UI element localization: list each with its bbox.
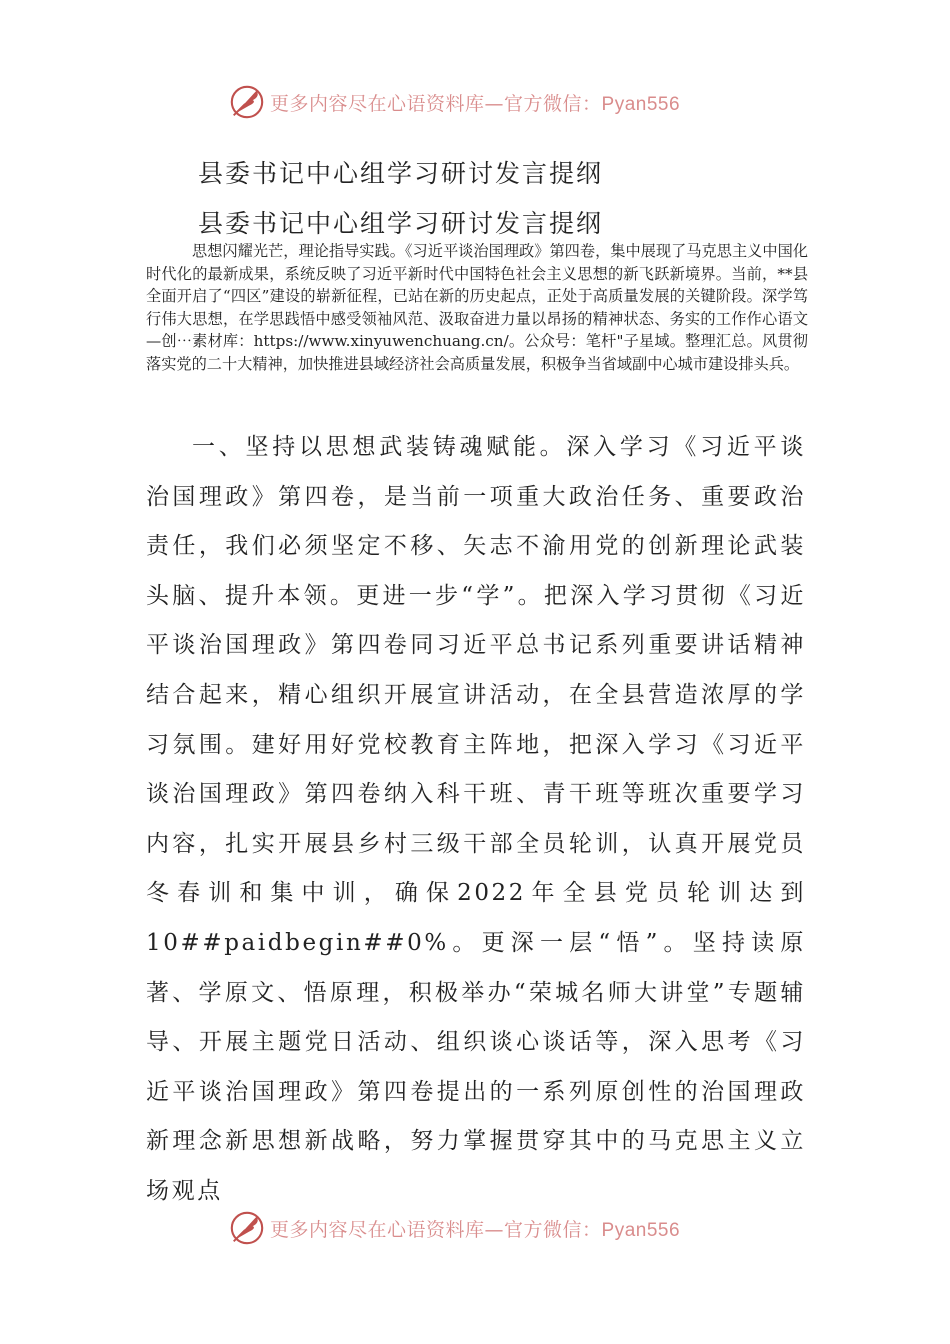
footer-watermark-banner bbox=[228, 1208, 748, 1248]
quill-logo-icon bbox=[228, 83, 266, 121]
quill-logo-icon bbox=[228, 1209, 266, 1247]
banner-text: 更多内容尽在心语资料库—官方微信：Pyan556 bbox=[270, 92, 681, 115]
intro-paragraph: 思想闪耀光芒，理论指导实践。《习近平谈治国理政》第四卷，集中展现了马克思主义中国化时代化的最新成果，系统反映了习近平新时代中国特色社会主义思想的新飞跃新境界。当前，**县全面开启了“四区”建设的崭新征程，已站在新的历史起点，正处于高质量发展的关键阶段。深学笃行伟大思想，在学思践悟中感受领袖风范、汲取奋进力量以昂扬的精神状态、务实的工作作心语文—创⋯素材库：https://www.xinyuwenchuang.cn/。公众号：笔杆"子星域。整理汇总。风贯彻落实党的二十大精神，加快推进县域经济社会高质量发展，积极争当省域副中心城市建设排头兵。 bbox=[146, 242, 808, 373]
body-paragraph: 一、坚持以思想武装铸魂赋能。深入学习《习近平谈治国理政》第四卷，是当前一项重大政治任务、重要政治责任，我们必须坚定不移、矢志不渝用党的创新理论武装头脑、提升本领。更进一步“学”。把深入学习贯彻《习近平谈治国理政》第四卷同习近平总书记系列重要讲话精神结合起来，精心组织开展宣讲活动，在全县营造浓厚的学习氛围。建好用好党校教育主阵地，把深入学习《习近平谈治国理政》第四卷纳入科干班、青干班等班次重要学习内容，扎实开展县乡村三级干部全员轮训，认真开展党员冬春训和集中训，确保2022年全县党员轮训达到10##paidbegin##0%。更深一层“悟”。坚持读原著、学原文、悟原理，积极举办“荣城名师大讲堂”专题辅导、开展主题党日活动、组织谈心谈话等，深入思考《习近平谈治国理政》第四卷提出的一系列原创性的治国理政新理念新思想新战略，努力掌握贯穿其中的马克思主义立场观点 bbox=[146, 434, 806, 1204]
header-watermark-banner bbox=[228, 82, 748, 122]
banner-text: 更多内容尽在心语资料库—官方微信：Pyan556 bbox=[270, 1218, 681, 1241]
document-title: 县委书记中心组学习研讨发言提纲 bbox=[198, 159, 604, 188]
document-subtitle: 县委书记中心组学习研讨发言提纲 bbox=[198, 209, 604, 238]
